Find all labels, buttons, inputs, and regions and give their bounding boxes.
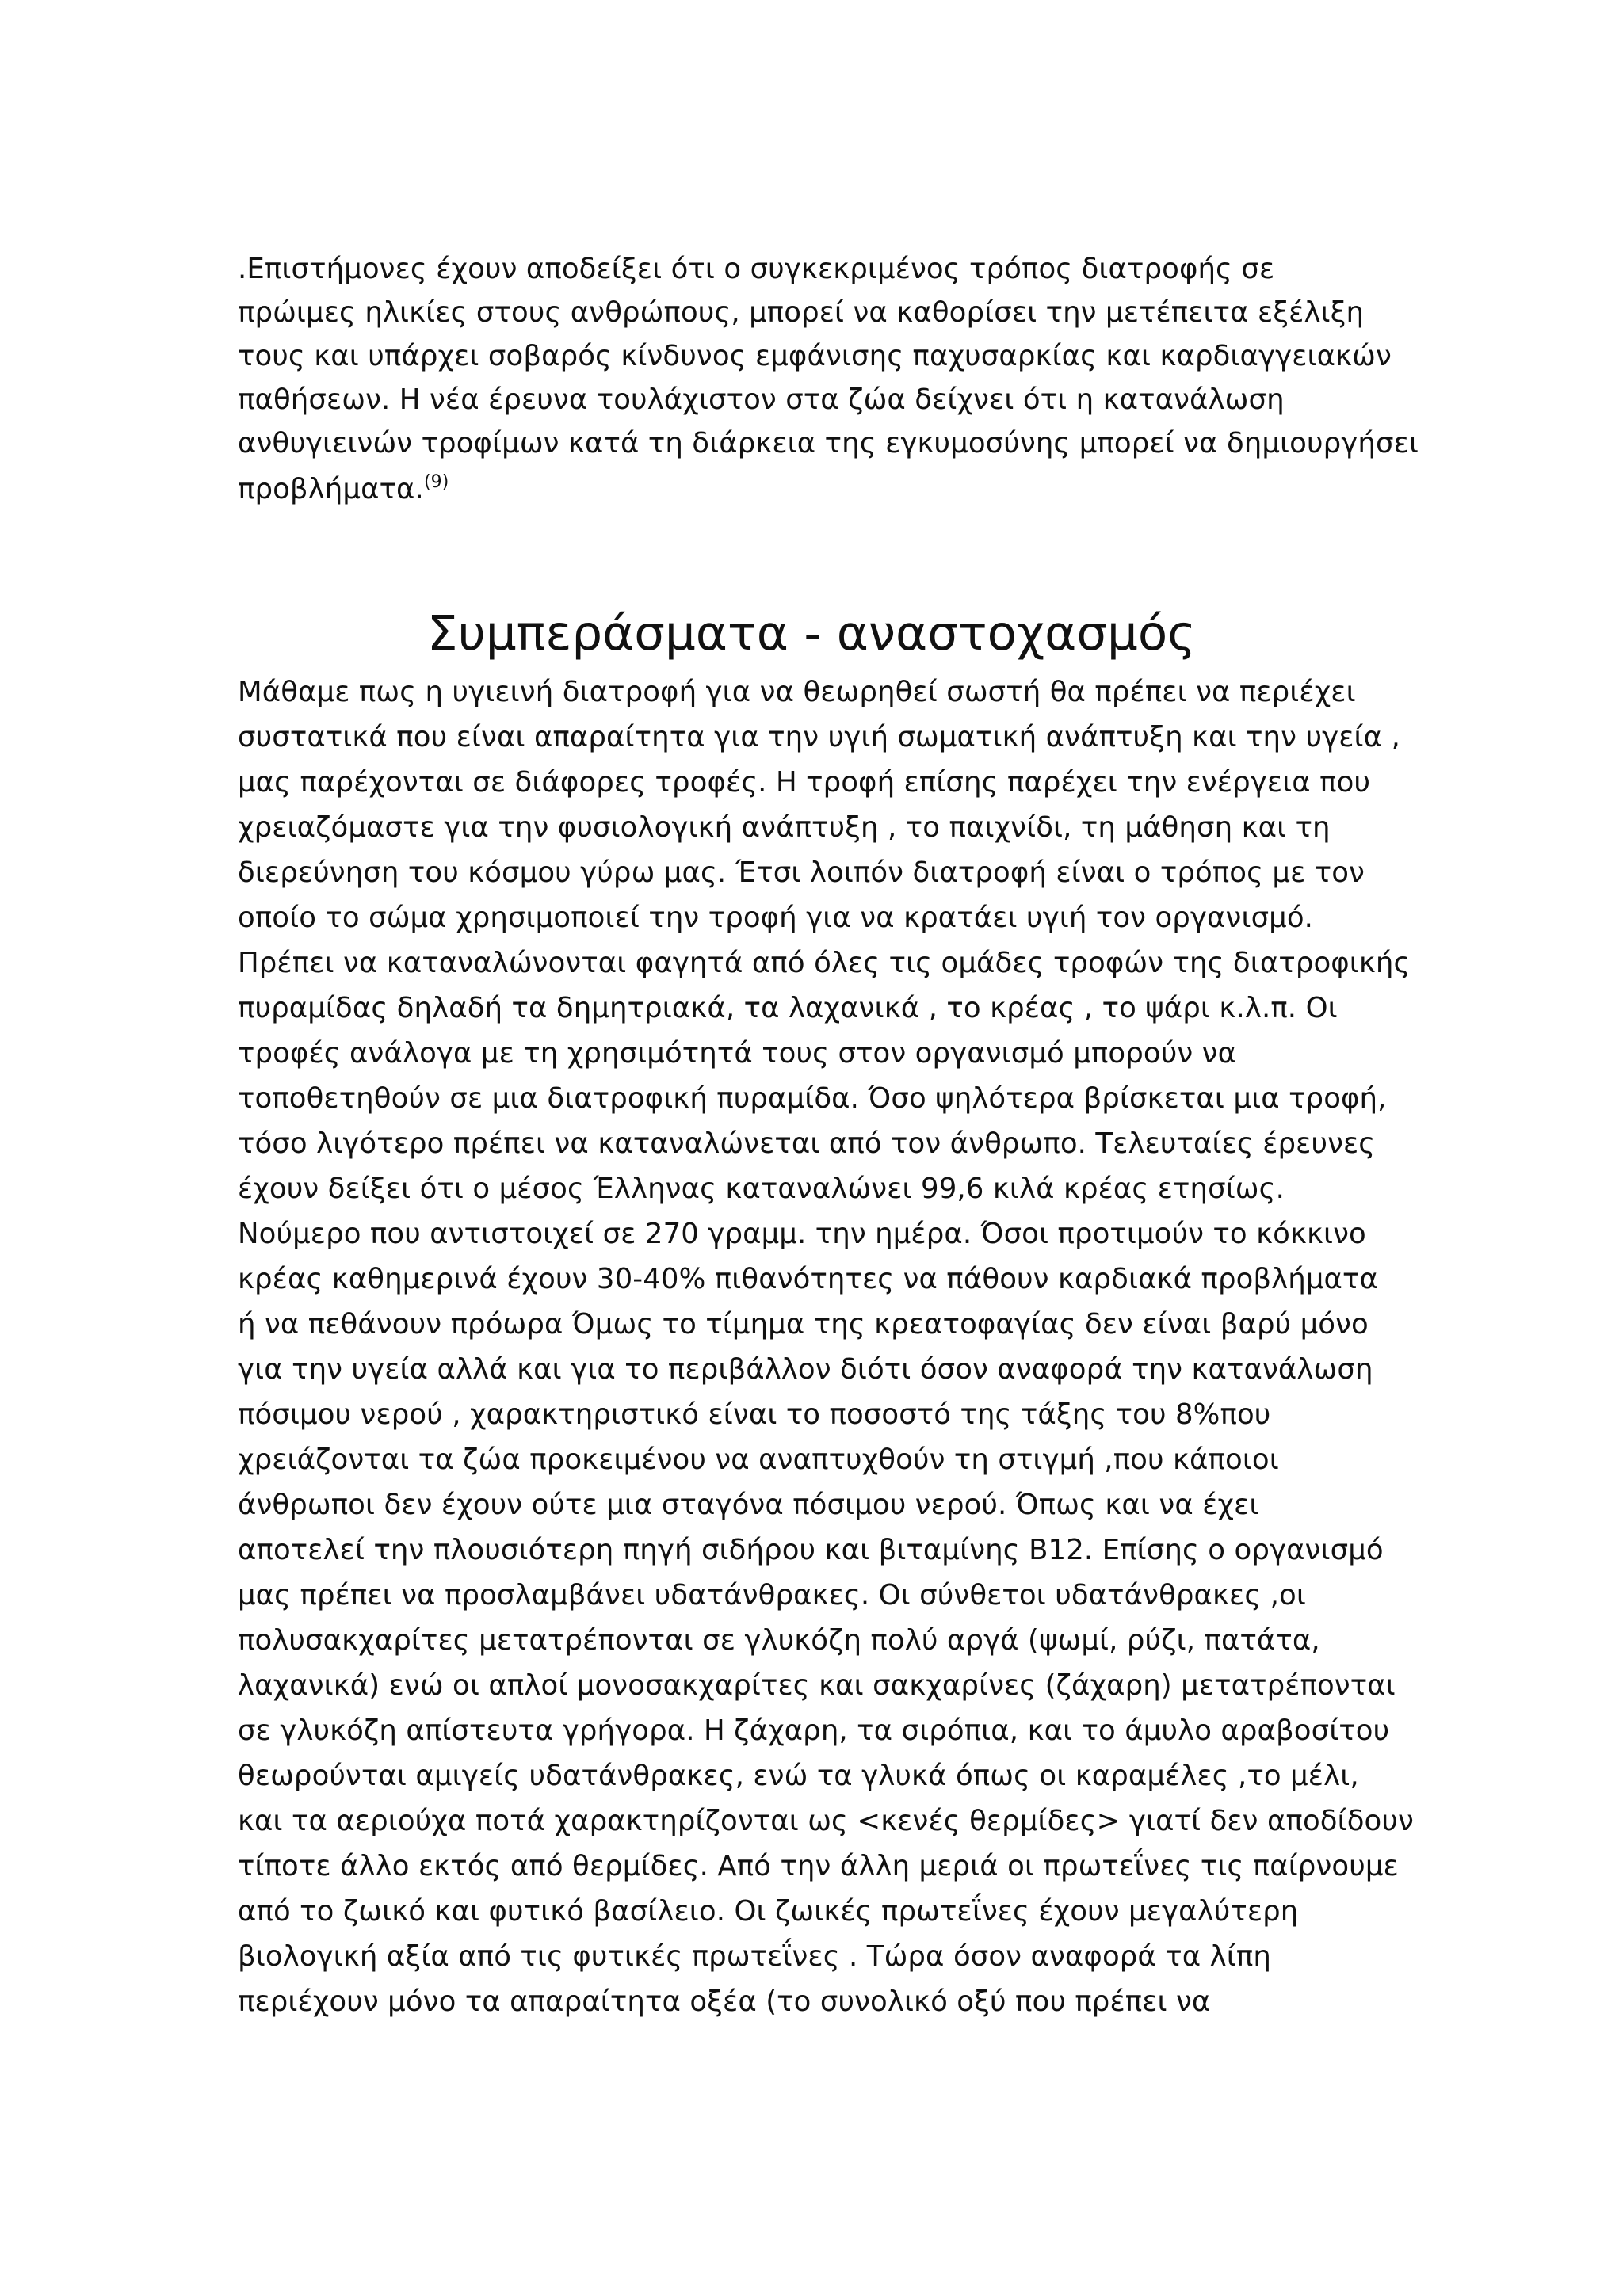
body-line: για την υγεία αλλά και για το περιβάλλον διότι όσον αναφορά την κατανάλωση — [238, 1353, 1373, 1386]
body-line: μας πρέπει να προσλαμβάνει υδατάνθρακες. Οι σύνθετοι υδατάνθρακες ,οι — [238, 1579, 1306, 1611]
body-line: διερεύνηση του κόσμου γύρω μας. Έτσι λοιπόν διατροφή είναι ο τρόπος με τον — [238, 856, 1365, 889]
body-line: τόσο λιγότερο πρέπει να καταναλώνεται από τον άνθρωπο. Τελευταίες έρευνες — [238, 1127, 1376, 1160]
intro-line: .Επιστήμονες έχουν αποδείξει ότι ο συγκεκριμένος τρόπος διατροφής σε — [238, 253, 1275, 285]
body-line: συστατικά που είναι απαραίτητα για την υγιή σωματική ανάπτυξη και την υγεία , — [238, 721, 1400, 753]
body-line: βιολογική αξία από τις φυτικές πρωτεΐνες . Τώρα όσον αναφορά τα λίπη — [238, 1940, 1271, 1973]
body-line: σε γλυκόζη απίστευτα γρήγορα. Η ζάχαρη, τα σιρόπια, και το άμυλο αραβοσίτου — [238, 1714, 1390, 1747]
body-line: πολυσακχαρίτες μετατρέπονται σε γλυκόζη πολύ αργά (ψωμί, ρύζι, πατάτα, — [238, 1624, 1320, 1657]
body-line: ή να πεθάνουν πρόωρα Όμως το τίμημα της κρεατοφαγίας δεν είναι βαρύ μόνο — [238, 1308, 1369, 1341]
intro-line: παθήσεων. Η νέα έρευνα τουλάχιστον στα ζώα δείχνει ότι η κατανάλωση — [238, 383, 1285, 416]
body-line: τοποθετηθούν σε μια διατροφική πυραμίδα. Όσο ψηλότερα βρίσκεται μια τροφή, — [238, 1082, 1387, 1115]
body-line: πόσιμου νερού , χαρακτηριστικό είναι το ποσοστό της τάξης του 8%που — [238, 1398, 1271, 1431]
intro-line-last — [238, 467, 449, 516]
body-line: πυραμίδας δηλαδή τα δημητριακά, τα λαχανικά , το κρέας , το ψάρι κ.λ.π. Οι — [238, 992, 1338, 1024]
body-line: έχουν δείξει ότι ο μέσος Έλληνας καταναλώνει 99,6 κιλά κρέας ετησίως. — [238, 1173, 1285, 1205]
intro-line: ανθυγιεινών τροφίμων κατά τη διάρκεια της εγκυμοσύνης μπορεί να δημιουργήσει — [238, 427, 1419, 460]
body-line: οποίο το σώμα χρησιμοποιεί την τροφή για να κρατάει υγιή τον οργανισμό. — [238, 902, 1314, 934]
body-line: μας παρέχονται σε διάφορες τροφές. Η τροφή επίσης παρέχει την ενέργεια που — [238, 766, 1371, 799]
body-line: χρειάζονται τα ζώα προκειμένου να αναπτυχθούν τη στιγμή ,που κάποιοι — [238, 1444, 1279, 1476]
reference-marker: (9) — [423, 472, 449, 492]
intro-line: τους και υπάρχει σοβαρός κίνδυνος εμφάνισης παχυσαρκίας και καρδιαγγειακών — [238, 340, 1392, 372]
intro-line: πρώιμες ηλικίες στους ανθρώπους, μπορεί να καθορίσει την μετέπειτα εξέλιξη — [238, 296, 1365, 329]
body-line: άνθρωποι δεν έχουν ούτε μια σταγόνα πόσιμου νερού. Όπως και να έχει — [238, 1489, 1259, 1521]
body-line: περιέχουν μόνο τα απαραίτητα οξέα (το συνολικό οξύ που πρέπει να — [238, 1985, 1211, 2018]
body-line: τροφές ανάλογα με τη χρησιμότητά τους στον οργανισμό μπορούν να — [238, 1037, 1237, 1070]
body-line: από το ζωικό και φυτικό βασίλειο. Οι ζωικές πρωτεΐνες έχουν μεγαλύτερη — [238, 1895, 1299, 1928]
body-line: Μάθαμε πως η υγιεινή διατροφή για να θεωρηθεί σωστή θα πρέπει να περιέχει — [238, 676, 1356, 708]
body-line: κρέας καθημερινά έχουν 30-40% πιθανότητες να πάθουν καρδιακά προβλήματα — [238, 1263, 1379, 1295]
body-line: λαχανικά) ενώ οι απλοί μονοσακχαρίτες και σακχαρίνες (ζάχαρη) μετατρέπονται — [238, 1669, 1396, 1702]
section-title: Συμπεράσματα - αναστοχασμός — [427, 605, 1196, 662]
body-line: θεωρούνται αμιγείς υδατάνθρακες, ενώ τα γλυκά όπως οι καραμέλες ,το μέλι, — [238, 1760, 1359, 1792]
body-line: χρειαζόμαστε για την φυσιολογική ανάπτυξη , το παιχνίδι, τη μάθηση και τη — [238, 811, 1331, 844]
body-line: Πρέπει να καταναλώνονται φαγητά από όλες τις ομάδες τροφών της διατροφικής — [238, 947, 1411, 979]
intro-last-text: προβλήματα. — [238, 473, 424, 505]
body-line: τίποτε άλλο εκτός από θερμίδες. Από την άλλη μεριά οι πρωτεΐνες τις παίρνουμε — [238, 1850, 1399, 1882]
body-line: αποτελεί την πλουσιότερη πηγή σιδήρου και βιταμίνης Β12. Επίσης ο οργανισμό — [238, 1534, 1384, 1566]
body-line: και τα αεριούχα ποτά χαρακτηρίζονται ως <κενές θερμίδες> γιατί δεν αποδίδουν — [238, 1805, 1414, 1837]
body-line: Νούμερο που αντιστοιχεί σε 270 γραμμ. την ημέρα. Όσοι προτιμούν το κόκκινο — [238, 1218, 1366, 1250]
